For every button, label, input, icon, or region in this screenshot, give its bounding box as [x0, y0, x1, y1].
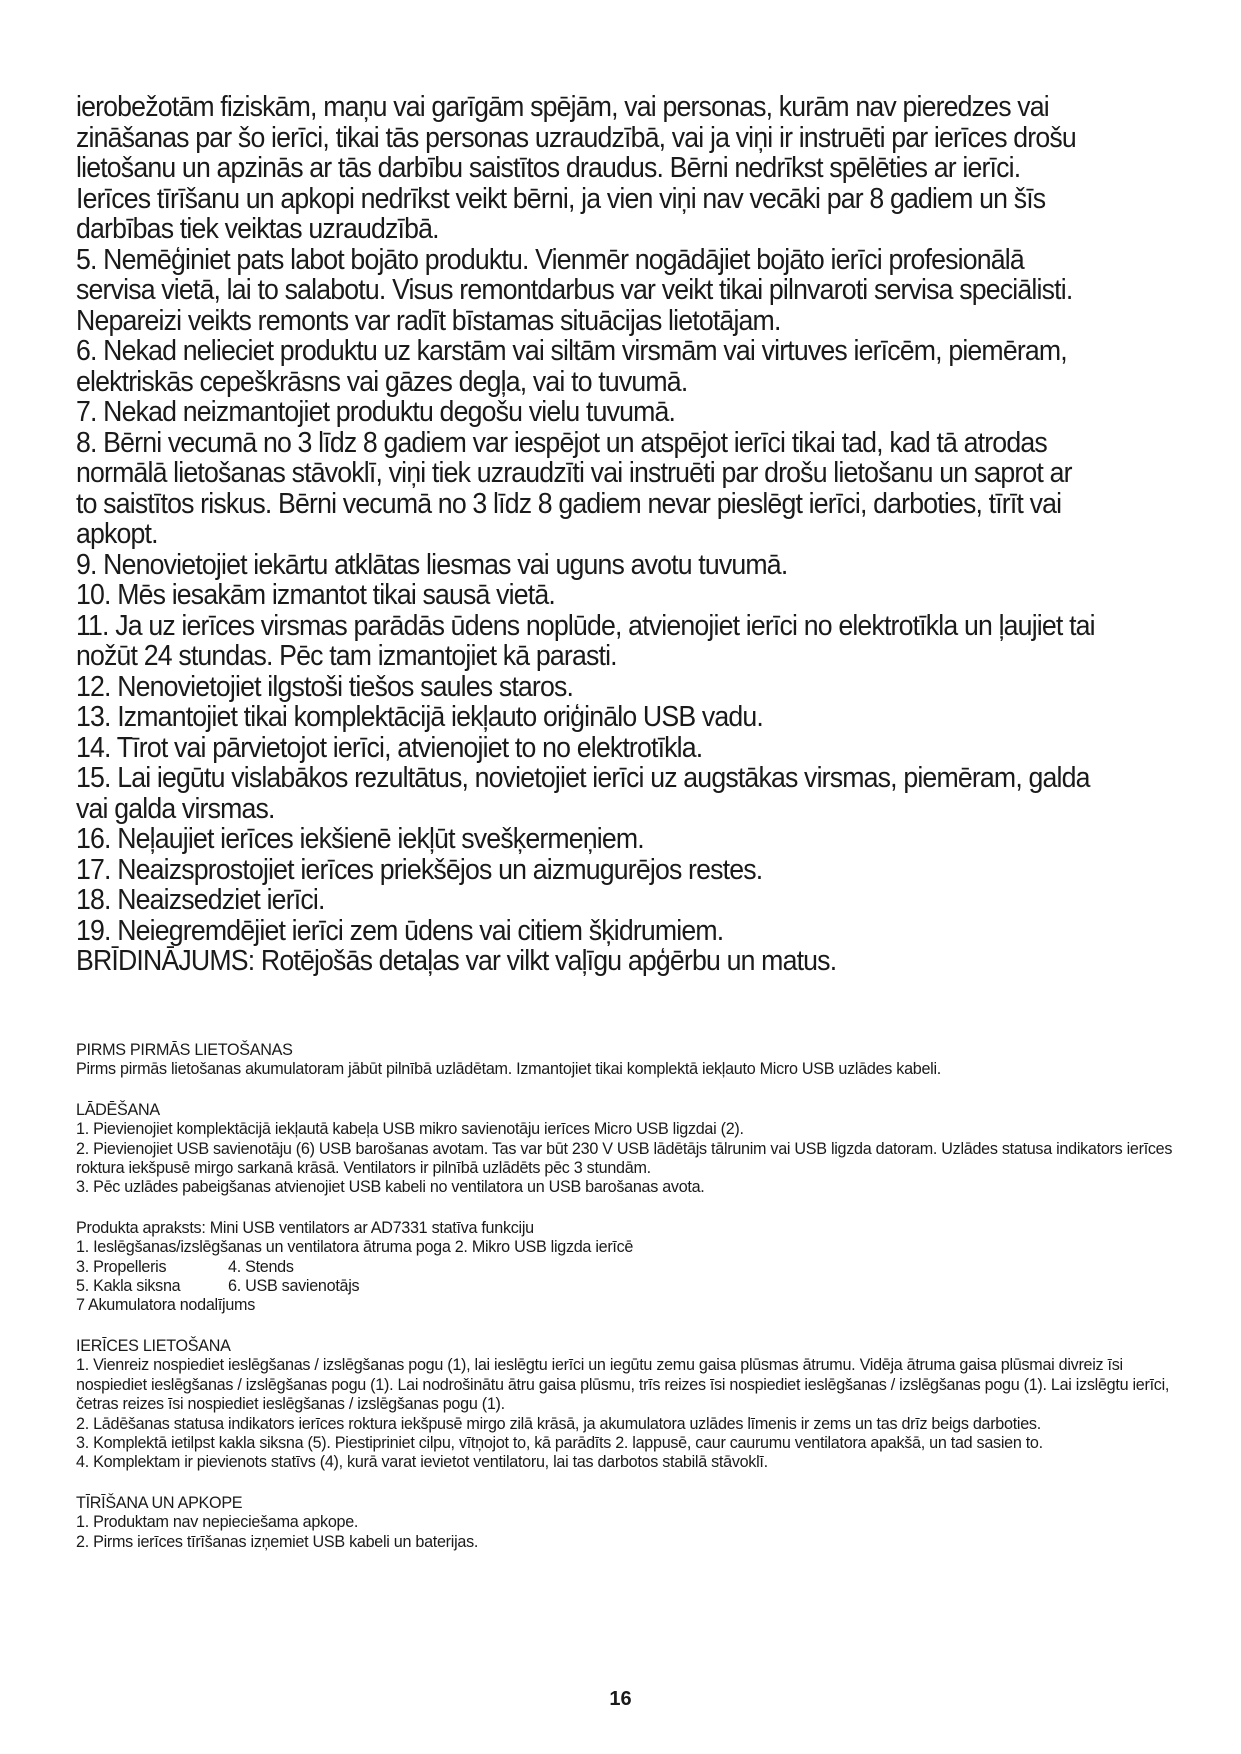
- part-label: 6. USB savienotājs: [228, 1276, 360, 1296]
- paragraph: 14. Tīrot vai pārvietojot ierīci, atvienojiet to no elektrotīkla.: [76, 731, 703, 764]
- paragraph: 7. Nekad neizmantojiet produktu degošu vielu tuvumā.: [76, 396, 676, 428]
- list-item: 3. Komplektā ietilpst kakla siksna (5). Piestipriniet cilpu, vītņojot to, kā parādīts 2. lappusē, caur caurumu ventilatora apakšā, un tad sasien to.: [76, 1432, 1043, 1452]
- part-label: 3. Propelleris: [76, 1256, 167, 1276]
- paragraph: 17. Neaizsprostojiet ierīces priekšējos un aizmugurējos restes.: [76, 853, 763, 886]
- paragraph: ierobežotām fiziskām, maņu vai garīgām spējām, vai personas, kurām nav pieredzes vai zināšanas par šo ierīci, tikai tās personas uzraudzībā, vai ja viņi ir instruēti par ierīces drošu lietošanu un apzinās ar tās darbību saistītos draudus. Bērni nedrīkst spēlēties ar ierīci. Ierīces tīrīšanu un apkopi nedrīkst veikt bērni, ja vien viņi nav vecāki par 8 gadiem un šīs darbības tiek veiktas uzraudzībā.: [76, 91, 1076, 245]
- list-item: 2. Pirms ierīces tīrīšanas izņemiet USB kabeli un baterijas.: [76, 1531, 479, 1551]
- section-heading: LĀDĒŠANA: [76, 1099, 160, 1119]
- paragraph: 11. Ja uz ierīces virsmas parādās ūdens noplūde, atvienojiet ierīci no elektrotīkla un ļaujiet tai nožūt 24 stundas. Pēc tam izmantojiet kā parasti.: [76, 609, 1095, 672]
- list-item: 2. Pievienojiet USB savienotāju (6) USB barošanas avotam. Tas var būt 230 V USB lādētājs tālrunim vai USB ligzda datoram. Uzlādes statusa indikators ierīces roktura iekšpusē mirgo sarkanā krāsā. Ventilators ir pilnībā uzlādēts pēc 3 stundām.: [76, 1138, 1173, 1178]
- page-number: 16: [609, 1688, 632, 1710]
- list-item: 1. Produktam nav nepieciešama apkope.: [76, 1512, 359, 1532]
- part-label: 4. Stends: [228, 1256, 294, 1276]
- section-heading: IERĪCES LIETOŠANA: [76, 1335, 231, 1355]
- parts-row: 7 Akumulatora nodalījums: [76, 1295, 256, 1315]
- parts-row: [76, 1276, 1197, 1295]
- usage-sections: [76, 1040, 1197, 1551]
- paragraph: 13. Izmantojiet tikai komplektācijā iekļauto oriģinālo USB vadu.: [76, 701, 764, 733]
- charging-section: [76, 1100, 1197, 1197]
- paragraph: 9. Nenovietojiet iekārtu atklātas liesmas vai uguns avotu tuvumā.: [76, 548, 788, 581]
- list-item: 1. Pievienojiet komplektācijā iekļautā kabeļa USB mikro savienotāju ierīces Micro USB ligzdai (2).: [76, 1119, 744, 1139]
- paragraph: 8. Bērni vecumā no 3 līdz 8 gadiem var iespējot un atspējot ierīci tikai tad, kad tā atrodas normālā lietošanas stāvoklī, viņi tiek uzraudzīti vai instruēti par drošu lietošanu un saprot ar to saistītos riskus. Bērni vecumā no 3 līdz 8 gadiem nevar pieslēgt ierīci, darboties, tīrīt vai apkopt.: [76, 426, 1072, 550]
- cleaning-section: [76, 1493, 1197, 1551]
- parts-row: 1. Ieslēgšanas/izslēgšanas un ventilatora ātruma poga 2. Mikro USB ligzda ierīcē: [76, 1237, 634, 1257]
- section-text: Pirms pirmās lietošanas akumulatoram jābūt pilnībā uzlādētam. Izmantojiet tikai komplektā iekļauto Micro USB uzlādes kabeli.: [76, 1059, 941, 1079]
- paragraph: 6. Nekad nelieciet produktu uz karstām vai siltām virsmām vai virtuves ierīcēm, piemēram, elektriskās cepeškrāsns vai gāzes degļa, vai to tuvumā.: [76, 335, 1067, 398]
- parts-row: [76, 1257, 1197, 1276]
- section-heading: Produkta apraksts: Mini USB ventilators ar AD7331 statīva funkciju: [76, 1217, 534, 1237]
- paragraph: 5. Nemēģiniet pats labot bojāto produktu. Vienmēr nogādājiet bojāto ierīci profesionālā servisa vietā, lai to salabotu. Visus remontdarbus var veikt tikai pilnvaroti servisa speciālisti. Nepareizi veikts remonts var radīt bīstamas situācijas lietotājam.: [76, 243, 1073, 337]
- list-item: 2. Lādēšanas statusa indikators ierīces roktura iekšpusē mirgo zilā krāsā, ja akumulatora uzlādes līmenis ir zems un tas drīz beigs darboties.: [76, 1413, 1041, 1433]
- list-item: 3. Pēc uzlādes pabeigšanas atvienojiet USB kabeli no ventilatora un USB barošanas avota.: [76, 1177, 705, 1197]
- section-heading: TĪRĪŠANA UN APKOPE: [76, 1492, 243, 1512]
- list-item: 1. Vienreiz nospiediet ieslēgšanas / izslēgšanas pogu (1), lai ieslēgtu ierīci un iegūtu zemu gaisa plūsmas ātrumu. Vidēja ātruma gaisa plūsmai divreiz īsi nospiediet ieslēgšanas / izslēgšanas pogu (1). Lai nodrošinātu ātru gaisa plūsmu, trīs reizes īsi nospiediet ieslēgšanas / izslēgšanas pogu (1). Lai izslēgtu ierīci, četras reizes īsi nospiediet ieslēgšanas / izslēgšanas pogu (1).: [76, 1355, 1170, 1414]
- safety-instructions: [76, 92, 1097, 977]
- paragraph: 16. Neļaujiet ierīces iekšienē iekļūt svešķermeņiem.: [76, 823, 644, 855]
- part-label: 5. Kakla siksna: [76, 1276, 181, 1296]
- paragraph: 19. Neiegremdējiet ierīci zem ūdens vai citiem šķidrumiem.: [76, 914, 724, 947]
- warning-paragraph: BRĪDINĀJUMS: Rotējošās detaļas var vilkt vaļīgu apģērbu un matus.: [76, 945, 837, 977]
- paragraph: 18. Neaizsedziet ierīci.: [76, 884, 325, 916]
- paragraph: 12. Nenovietojiet ilgstoši tiešos saules staros.: [76, 670, 574, 703]
- before-first-use-section: [76, 1040, 1197, 1079]
- product-description-section: [76, 1218, 1197, 1315]
- paragraph: 15. Lai iegūtu vislabākos rezultātus, novietojiet ierīci uz augstākas virsmas, piemēram, galda vai galda virsmas.: [76, 762, 1090, 825]
- usage-section: [76, 1336, 1197, 1472]
- paragraph: 10. Mēs iesakām izmantot tikai sausā vietā.: [76, 579, 555, 611]
- section-heading: PIRMS PIRMĀS LIETOŠANAS: [76, 1040, 293, 1059]
- list-item: 4. Komplektam ir pievienots statīvs (4), kurā varat ievietot ventilatoru, lai tas darbotos stabilā stāvoklī.: [76, 1452, 768, 1472]
